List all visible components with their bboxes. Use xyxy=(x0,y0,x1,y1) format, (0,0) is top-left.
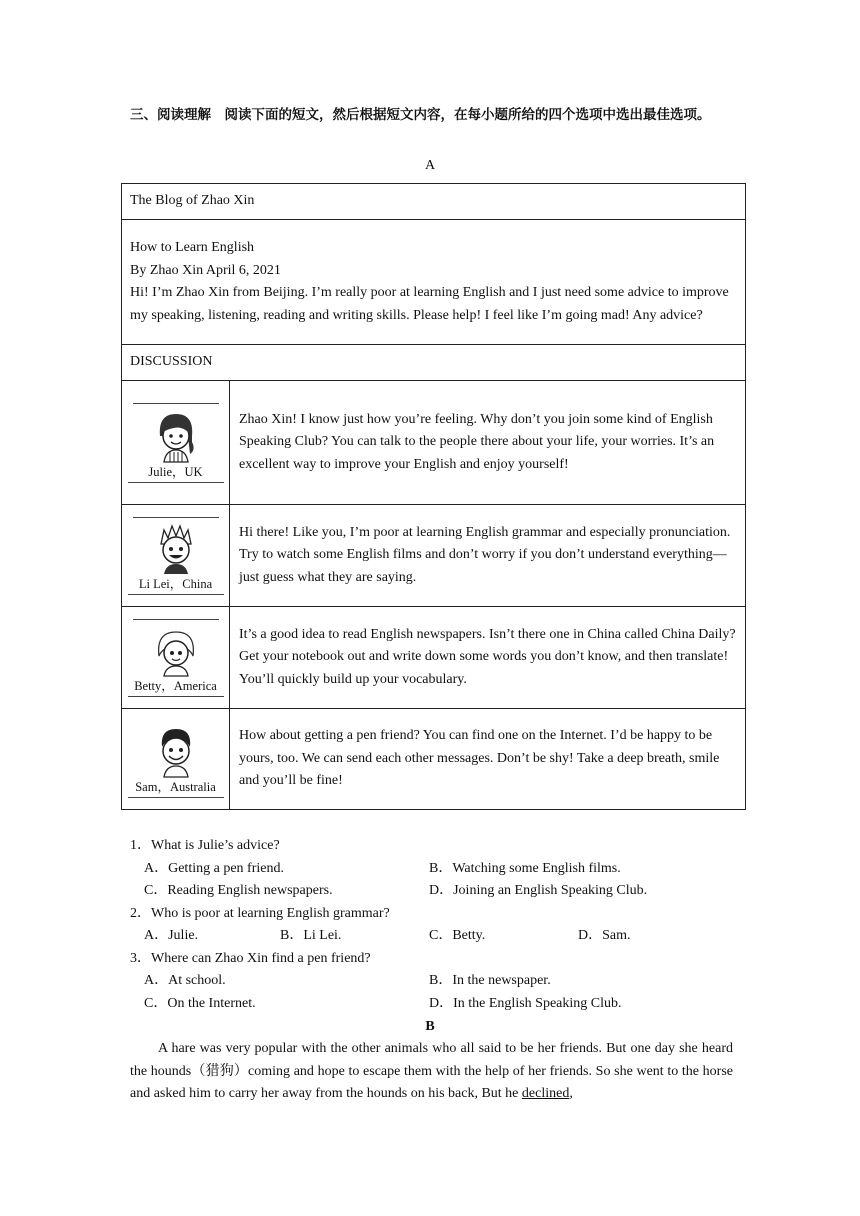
option: D．Sam. xyxy=(578,928,631,943)
option: A．Getting a pen friend. xyxy=(144,860,284,876)
passage-a-label: A xyxy=(424,158,436,173)
options-row xyxy=(130,970,750,993)
passage-b-paragraph xyxy=(130,1038,733,1106)
options-row xyxy=(130,925,750,948)
avatar-caption: Sam，Australia xyxy=(135,779,216,794)
passage-b-text: A hare was very popular with the other animals who all said to be her friends. But one day she heard the hounds（猎狗）coming and hope to escape them with the help of her friends. So she went to the horse and asked him to carry her away from the hounds on his back, But he xyxy=(130,1041,733,1101)
blog-table xyxy=(121,183,746,810)
avatar xyxy=(126,517,226,595)
comment-text: Hi there! Like you, I’m poor at learning English grammar and especially pronunciation. Try to watch some English films and don’t worry if you don’t understand everything—just guess what they are saying. xyxy=(230,505,746,607)
post-title: How to Learn English xyxy=(130,240,255,255)
option: C．Betty. xyxy=(429,928,486,943)
comment-row xyxy=(122,607,746,709)
section-heading: 三、阅读理解 阅读下面的短文，然后根据短文内容，在每小题所给的四个选项中选出最佳选项。 xyxy=(130,107,711,123)
options-row xyxy=(130,858,750,881)
options-row xyxy=(130,880,750,903)
discussion-label: DISCUSSION xyxy=(122,345,746,381)
underlined-word: declined xyxy=(521,1086,570,1101)
boy-cartoon-icon xyxy=(146,721,206,779)
avatar-caption: Betty，America xyxy=(134,678,217,693)
avatar-cell xyxy=(122,505,230,607)
comment-text: How about getting a pen friend? You can find one on the Internet. I’d be happy to be yours, too. We can send each other messages. Don’t be shy! Take a deep breath, smile and you’ll be fine! xyxy=(230,709,746,810)
option: A．At school. xyxy=(144,973,226,988)
avatar-caption: Li Lei，China xyxy=(138,576,213,591)
passage-b xyxy=(130,1038,733,1106)
comment-text: It’s a good idea to read English newspapers. Isn’t there one in China called China Daily? Get your notebook out and write down some words you don’t know, and then translate! You’ll quickly build up your vocabulary. xyxy=(230,607,746,709)
comment-row xyxy=(122,381,746,505)
avatar-cell xyxy=(122,709,230,810)
avatar-cell xyxy=(122,381,230,505)
option: D．Joining an English Speaking Club. xyxy=(429,883,648,898)
question-stem: 1．What is Julie’s advice? xyxy=(130,838,280,853)
passage-b-text-end: , xyxy=(569,1086,573,1101)
question-stem: 3．Where can Zhao Xin find a pen friend? xyxy=(130,950,371,966)
options-row xyxy=(130,993,750,1016)
option: D．In the English Speaking Club. xyxy=(429,995,622,1011)
avatar-cell xyxy=(122,607,230,709)
post-byline: By Zhao Xin April 6, 2021 xyxy=(130,262,281,278)
questions xyxy=(130,835,750,1015)
option: B．Li Lei. xyxy=(280,928,342,943)
option: C．On the Internet. xyxy=(144,995,256,1011)
blog-post xyxy=(122,220,746,345)
option: C．Reading English newspapers. xyxy=(144,883,333,898)
comment-row xyxy=(122,709,746,810)
avatar-caption: Julie，UK xyxy=(148,464,203,479)
boy-cartoon-icon xyxy=(146,520,206,576)
girl-cartoon-icon xyxy=(146,406,206,464)
girl-cartoon-icon xyxy=(146,622,206,678)
blog-title: The Blog of Zhao Xin xyxy=(122,184,746,220)
avatar xyxy=(126,721,226,798)
option: A．Julie. xyxy=(144,928,199,943)
avatar xyxy=(126,403,226,483)
option: B．In the newspaper. xyxy=(429,973,551,988)
post-body: Hi! I’m Zhao Xin from Beijing. I’m really poor at learning English and I just need some advice to improve my speaking, listening, reading and writing skills. Please help! I feel like I’m going mad! Any advice? xyxy=(130,285,729,323)
comment-row xyxy=(122,505,746,607)
passage-b-label: B xyxy=(425,1019,435,1034)
option: B．Watching some English films. xyxy=(429,860,621,876)
question-stem: 2．Who is poor at learning English grammar? xyxy=(130,905,390,921)
comment-text: Zhao Xin! I know just how you’re feeling. Why don’t you join some kind of English Speaking Club? You can talk to the people there about your life, your worries. It’s an excellent way to improve your English and enjoy yourself! xyxy=(230,381,746,505)
avatar xyxy=(126,619,226,697)
